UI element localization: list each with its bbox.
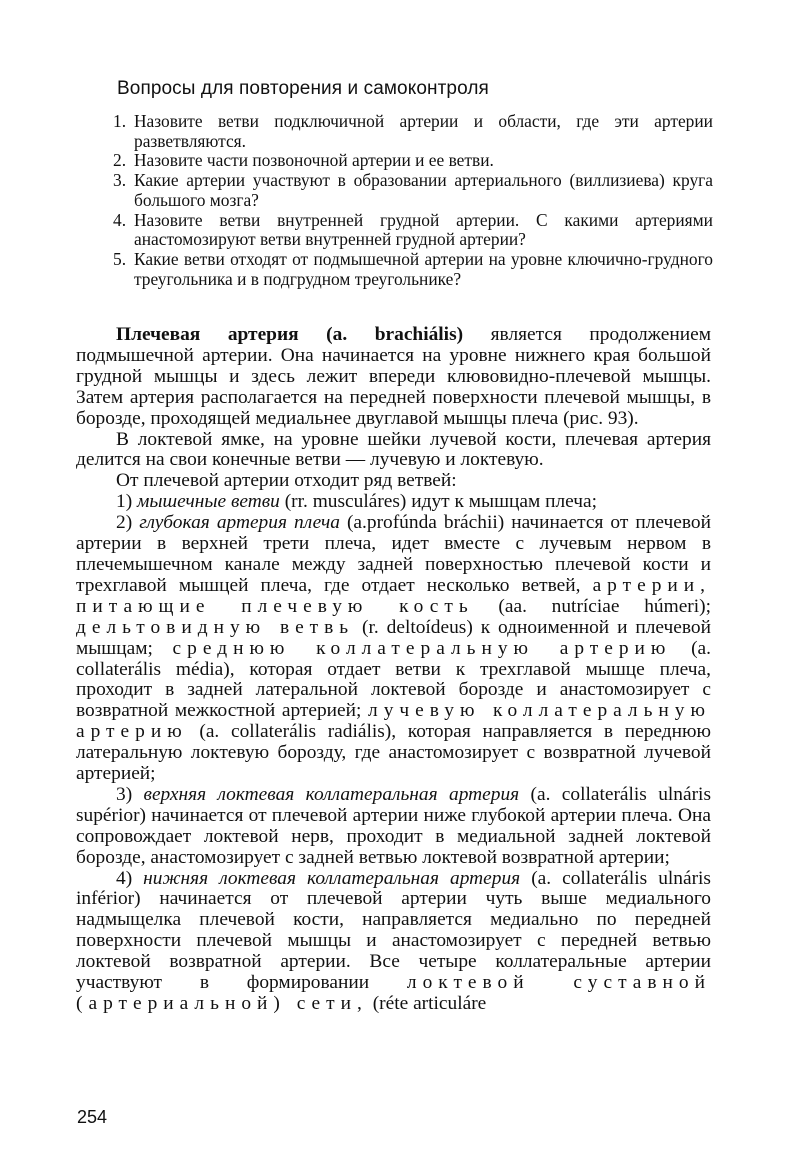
paragraph-deep-brachial-artery — [76, 513, 711, 785]
question-text: Назовите ветви подключичной артерии и области, где эти артерии разветвляются. — [134, 111, 713, 151]
question-item — [113, 250, 713, 289]
question-item — [113, 211, 713, 250]
question-item — [113, 112, 713, 151]
question-item — [113, 151, 713, 171]
question-number: 4. — [113, 209, 127, 230]
paragraph-brachial-artery — [76, 325, 711, 430]
question-text: Назовите ветви внутренней грудной артерии. С какими артериями анастомозируют ветви внутренней грудной артерии? — [134, 209, 713, 250]
term-brachial-artery: Плечевая артерия (a. brachiális) — [116, 324, 464, 345]
question-number: 1. — [113, 111, 127, 131]
question-number: 2. — [113, 150, 127, 171]
paragraph-text: (a. collaterális ulnáris supérior) начинается от плечевой артерии ниже глубокой артерии плеча. Она сопровождает локтевой нерв, проходит в медиальной задней локтевой борозде, анастомозирует с задней ветвью локтевой возвратной артерии; — [76, 783, 711, 868]
paragraph-cubital-fossa: В локтевой ямке, на уровне шейки лучевой кости, плечевая артерия делится на свои конечные ветви — лучевую и локтевую. — [76, 428, 711, 471]
list-number: 4) — [116, 867, 144, 889]
paragraph-text: (r. deltoídeus) к одноименной и плечевой мышцам; — [76, 616, 711, 659]
question-item — [113, 171, 713, 210]
paragraph-text: является продолжением подмышечной артерии. Она начинается на уровне нижнего края большой грудной мышцы и здесь лежит впереди клювовидно-плечевой мышцы. Затем артерия располагается на передней поверхности плечевой мышцы, в борозде, проходящей медиальнее двуглавой мышцы плеча (рис. 93). — [76, 324, 711, 429]
question-text: Назовите части позвоночной артерии и ее ветви. — [134, 150, 494, 171]
paragraph-text: (a. collaterális ulnáris inférior) начинается от плечевой артерии чуть выше медиального надмыщелка плечевой кости, направляется медиально по передней поверхности плечевой мышцы и анастомозирует с передней ветвью локтевой возвратной артерии. Все четыре коллатеральные артерии участвуют в формировании — [76, 867, 711, 994]
spaced-term-elbow-network: локтевой суставной (артериальной) сети, — [76, 972, 712, 1014]
paragraph-superior-ulnar-collateral — [76, 785, 711, 869]
list-number: 2) — [116, 512, 140, 534]
list-number: 1) — [116, 491, 138, 513]
paragraph-text: (aa. nutríciae húmeri); — [473, 595, 711, 617]
paragraph-branches-intro: От плечевой артерии отходит ряд ветвей: — [116, 470, 457, 492]
paragraph-text: (rr. musculáres) идут к мышцам плеча; — [279, 491, 598, 513]
spaced-term-radial-collateral-artery: лучевую коллатеральную артерию — [76, 700, 711, 743]
term-deep-brachial-artery: глубокая артерия плеча — [139, 512, 340, 534]
question-number: 5. — [113, 248, 127, 269]
term-inferior-ulnar-collateral: нижняя локтевая коллатеральная артерия — [143, 867, 521, 889]
paragraph-text: (a.profúnda bráchii) начинается от плечевой артерии в верхней трети плеча, идет вместе с лучевым нервом в плечемышечном канале между задней поверхностью плечевой кости и трехглавой мышцей плеча, где отдает несколько ветвей, — [76, 512, 711, 596]
spaced-term-nutrient-arteries: артерии, питающие плечевую кость — [76, 574, 711, 617]
paragraph-text: (a. collaterális média), которая отдает ветви к трехглавой мышце плеча, проходит в задней латеральной локтевой борозде и анастомозирует с возвратной межкостной артерией; — [76, 637, 711, 722]
body-text — [76, 325, 711, 1015]
page-number: 254 — [77, 1107, 108, 1127]
paragraph-inferior-ulnar-collateral — [76, 869, 711, 1015]
paragraph-text: (réte articuláre — [367, 993, 487, 1014]
list-number: 3) — [116, 783, 144, 805]
question-text: Какие артерии участвуют в образовании артериального (виллизиева) круга большого мозга? — [134, 170, 713, 210]
spaced-term-middle-collateral-artery: среднюю коллатеральную артерию — [172, 637, 672, 659]
paragraph-text: (a. collaterális radiális), которая направляется в переднюю латеральную локтевую борозду, где анастомозирует с возвратной лучевой артерией; — [76, 721, 711, 785]
term-superior-ulnar-collateral: верхняя локтевая коллатеральная артерия — [143, 783, 520, 805]
questions-heading: Вопросы для повторения и самоконтроля — [117, 78, 489, 99]
paragraph-muscular-branches — [76, 492, 711, 513]
question-number: 3. — [113, 170, 127, 191]
term-muscular-branches: мышечные ветви — [137, 491, 280, 513]
questions-list — [113, 112, 713, 289]
question-text: Какие ветви отходят от подмышечной артерии на уровне ключично-грудного треугольника и в подгрудном треугольнике? — [134, 248, 713, 289]
spaced-term-deltoid-branch: дельтовидную ветвь — [76, 616, 355, 638]
